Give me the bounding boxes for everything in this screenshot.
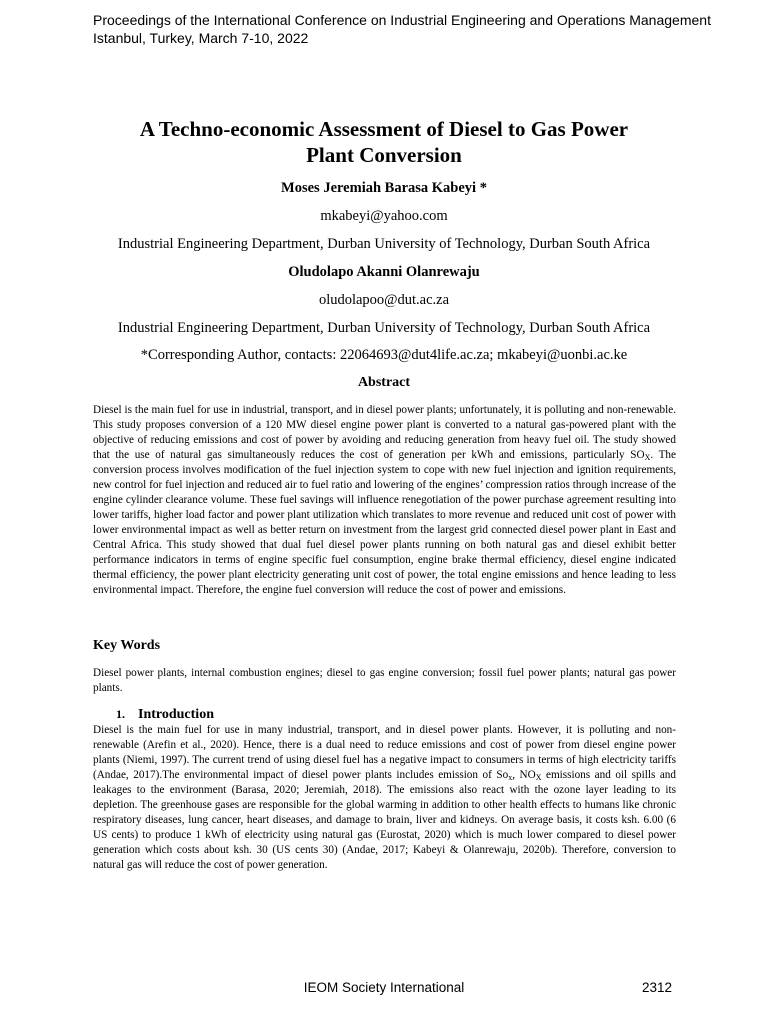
author-2-name: Oludolapo Akanni Olanrewaju [288,264,480,280]
author-1-email: mkabeyi@yahoo.com [320,208,448,224]
introduction-text [93,723,676,873]
introduction-heading [116,705,214,724]
section-number: 1. [116,707,125,721]
section-title: Introduction [138,707,214,722]
header-conference: Proceedings of the International Conference on Industrial Engineering and Operations Management [93,12,711,28]
abstract-text-part-2: . The conversion process involves modification of the fuel injection system to cope with new fuel injection and ignition requirements, new control for fuel injection and reduced air to fuel ratio and lowering of the engines’ compression ratios through increase of the engine cylinder clearance volume. These fuel savings will influence renegotiation of the power purchase agreement resulting into lower tariffs, higher load factor and power plant utilization which translates to more revenue and reduced unit cost of power with lower environmental impact as well as better return on investment from the largest grid connected diesel power plant in East and Central Africa. This study showed that dual fuel diesel power plants running on both natural gas and diesel exhibit better performance indicators in terms of engine specific fuel consumption, engine brake thermal efficiency, diesel engine indicated thermal efficiency, the power plant electricity generating unit cost of power, the total engine emissions and hence leading to less environmental impact. Therefore, the engine fuel conversion will reduce the cost of power and emissions. [93,449,676,596]
page-number: 2312 [642,980,673,995]
abstract-heading: Abstract [357,375,411,390]
keywords-heading: Key Words [93,638,161,653]
keywords-text: Diesel power plants, internal combustion engines; diesel to gas engine conversion; fossil fuel power plants; natural gas power plants. [93,667,676,694]
intro-sox-subscript: x [508,773,513,782]
paper-title-line-1: A Techno-economic Assessment of Diesel to Gas Power [139,117,629,141]
intro-text-part-2: , NO [512,769,536,781]
paper-title [60,116,708,168]
author-1-affiliation: Industrial Engineering Department, Durban University of Technology, Durban South Africa [117,236,651,252]
running-header [93,11,711,47]
abstract-text-part-1: Diesel is the main fuel for use in industrial, transport, and in diesel power plants; unfortunately, it is polluting and non-renewable. This study proposes conversion of a 120 MW diesel engine power plant is converted to a natural gas-powered plant with the objective of reducing emissions and cost of power by avoiding and reducing generation from heavy fuel oil. The study showed that the use of natural gas simultaneously reduces the cost of generation per kWh and emissions, particularly SO [93,404,676,461]
corresponding-author: *Corresponding Author, contacts: 22064693@dut4life.ac.za; mkabeyi@uonbi.ac.ke [140,347,628,363]
author-2-affiliation: Industrial Engineering Department, Durban University of Technology, Durban South Africa [117,320,651,336]
footer-society: IEOM Society International [303,980,465,995]
header-location-date: Istanbul, Turkey, March 7-10, 2022 [93,30,309,46]
author-2-email: oludolapoo@dut.ac.za [318,292,450,308]
intro-text-part-1: Diesel is the main fuel for use in many industrial, transport, and in diesel power plants. However, it is polluting and non-renewable (Arefin et al., 2020). Hence, there is a dual need to reduce emissions and cost of power from diesel engine power plants (Niemi, 1997). The current trend of using diesel fuel has a negative impact to consumers in terms of high electricity tariffs (Andae, 2017).The environmental impact of diesel power plants includes emission of So [93,724,676,781]
intro-text-part-3: emissions and oil spills and leakages to the environment (Barasa, 2020; Jeremiah, 2018). The emissions also react with the ozone layer leading to its depletion. The greenhouse gases are responsible for the global warming in addition to other health effects to humans like chronic respiratory diseases, lung cancer, heart diseases, and damage to brain, liver and kidneys. On average basis, it costs ksh. 6.00 (6 US cents) to produce 1 kWh of electricity using natural gas (Eurostat, 2020) which is much lower compared to diesel power generation which costs about ksh. 30 (US cents 30) (Andae, 2017; Kabeyi & Olanrewaju, 2020b). Therefore, conversion to natural gas will reduce the cost of power generation. [93,769,676,871]
author-1-name: Moses Jeremiah Barasa Kabeyi * [281,180,487,196]
abstract-sox-subscript: X [644,453,651,462]
paper-title-line-2: Plant Conversion [306,143,462,167]
intro-nox-subscript: X [535,773,542,782]
abstract-text [93,403,676,598]
